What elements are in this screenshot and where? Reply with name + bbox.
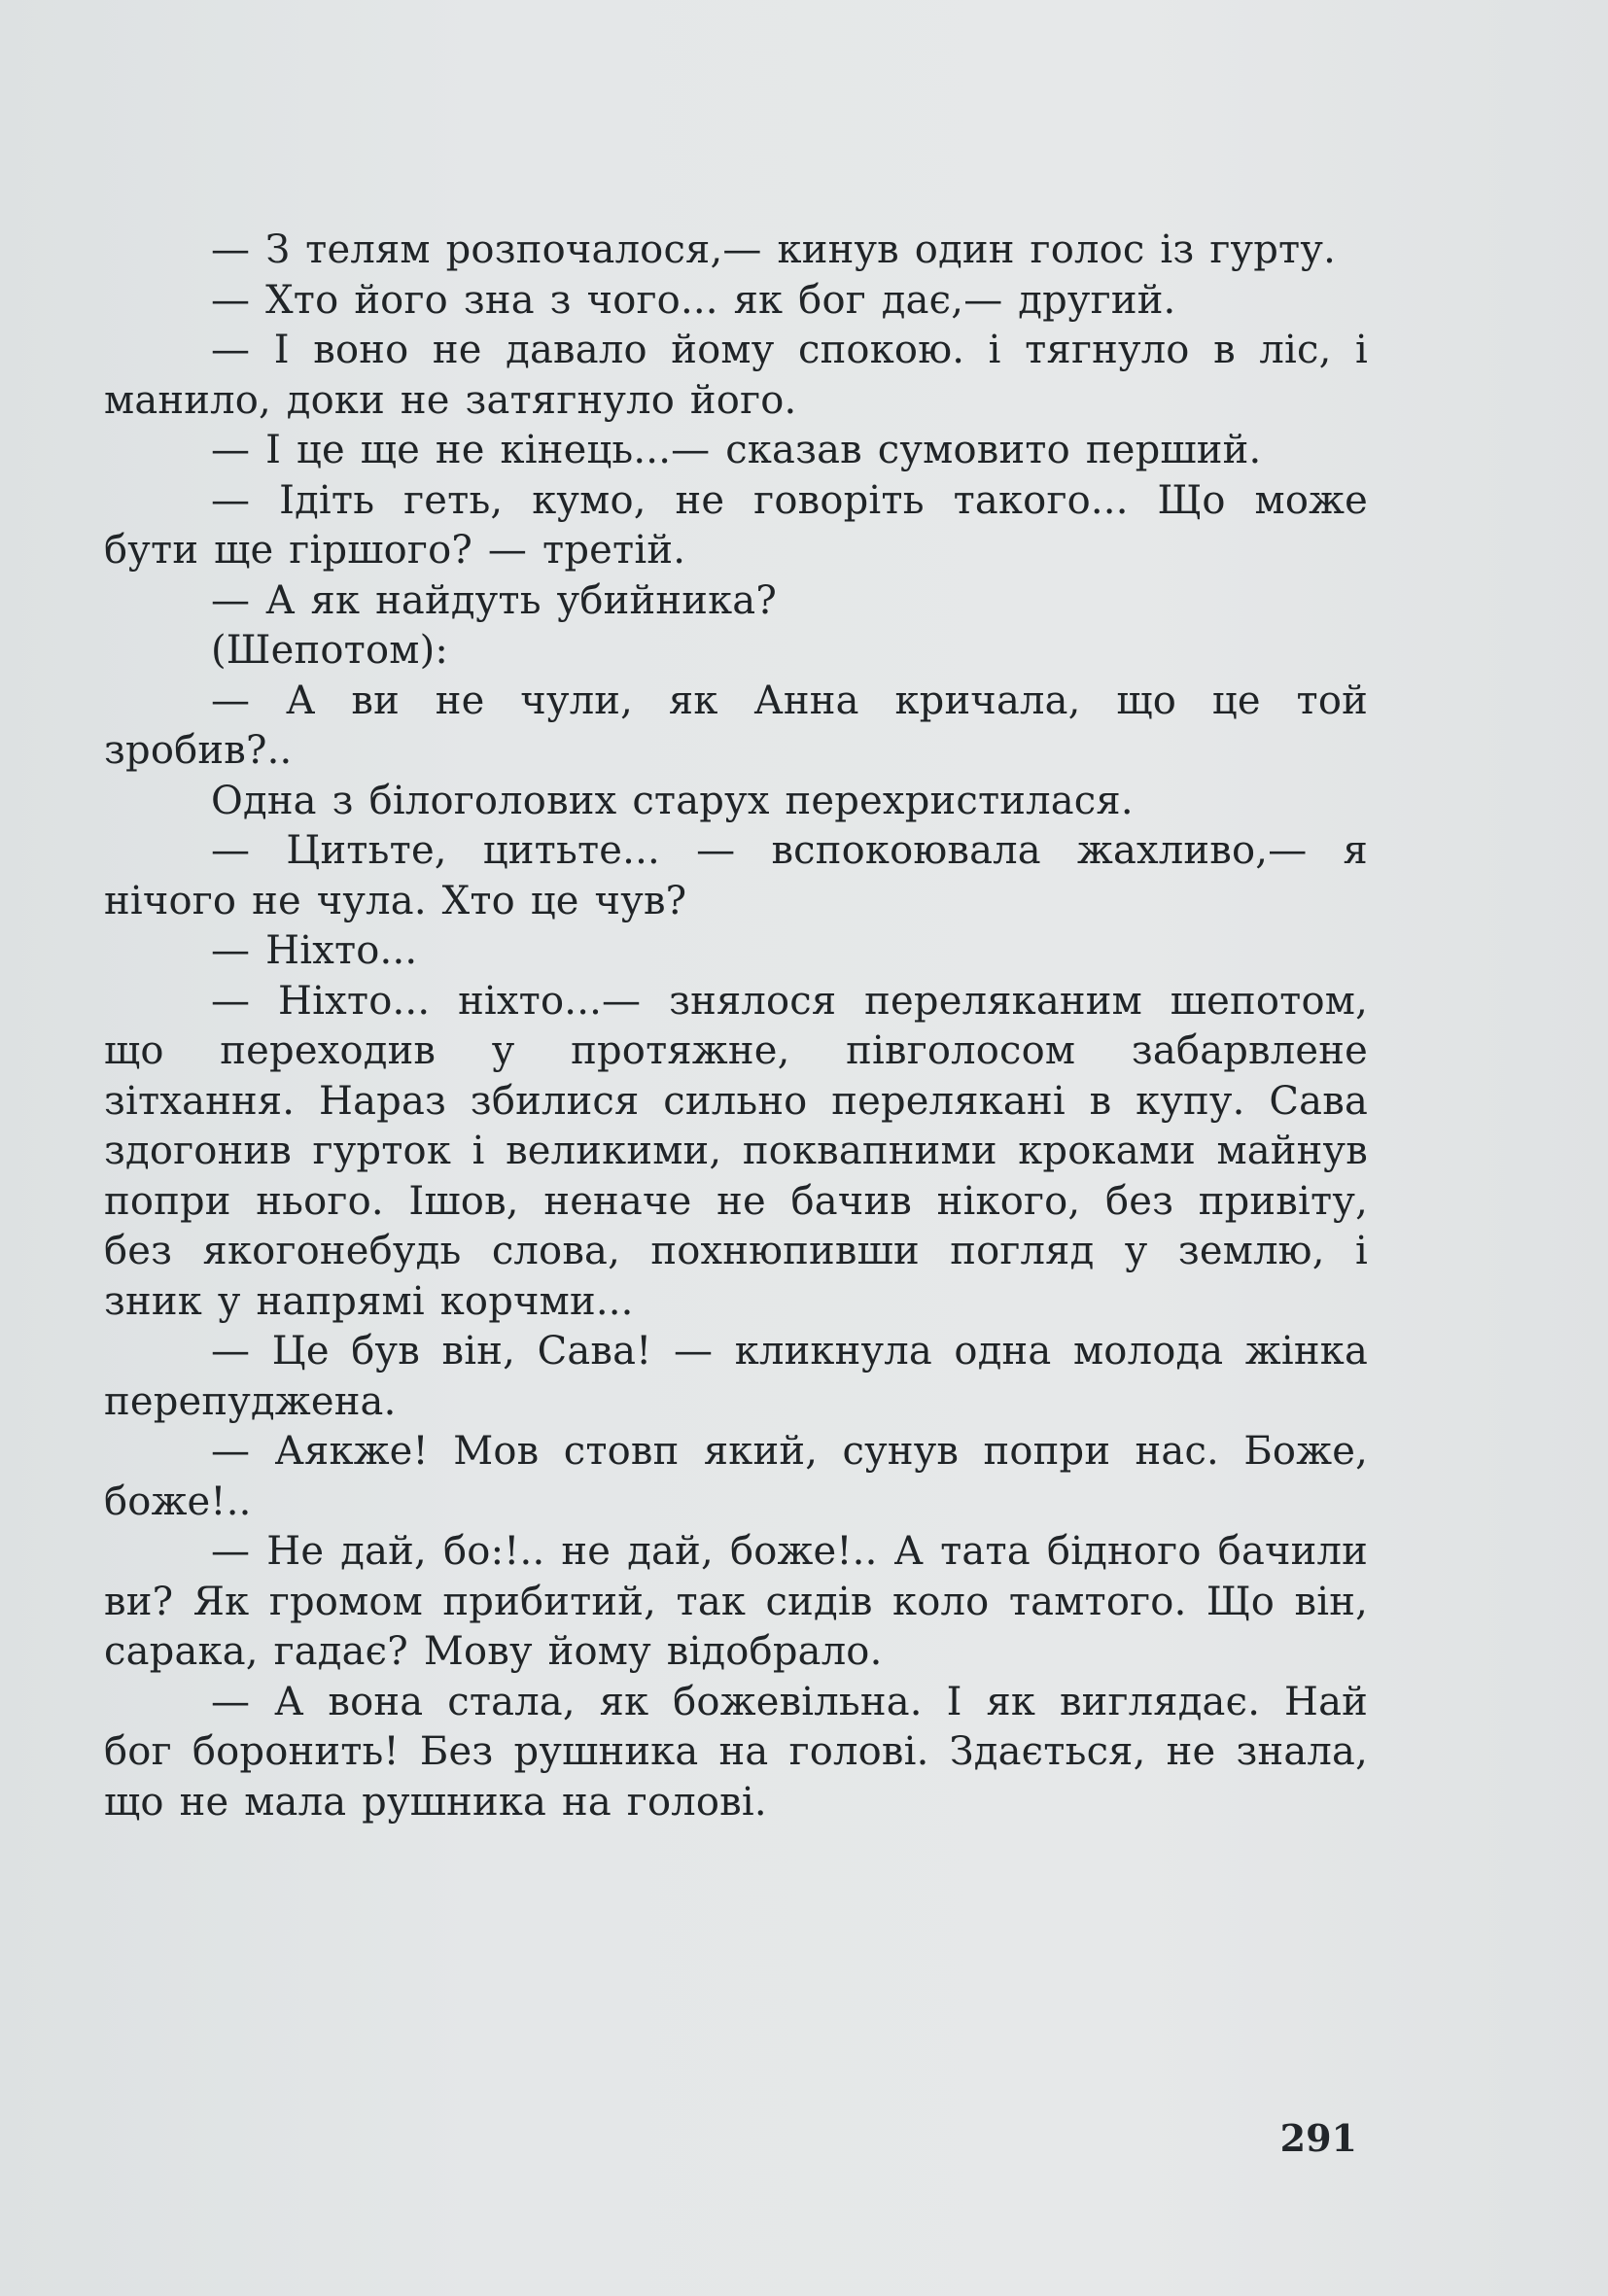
paragraph-16: — А вона стала, як божевільна. І як виглядає. Най бог боронить! Без рушника на голові. Здається, не знала, що не мала рушника на голові.: [104, 1679, 1368, 1825]
paragraph-12: — Ніхто... ніхто...— знялося переляканим шепотом, що переходив у протяжне, півголосом забарвлене зітхання. Нараз збилися сильно перелякані в купу. Сава здогонив гурток і великими, поквапними кроками майнув попри нього. Ішов, неначе не бачив нікого, без привіту, без якогонебудь слова, похнюпивши погляд у землю, і зник у напрямі корчми...: [104, 978, 1368, 1324]
paragraph-5: — Ідіть геть, кумо, не говоріть такого... Що може бути ще гіршого? — третій.: [104, 477, 1368, 573]
paragraph-7: (Шепотом):: [211, 628, 449, 673]
body-text: [104, 226, 1368, 1827]
page-number: 291: [1279, 2116, 1357, 2160]
paragraph-14: — Аякже! Мов стовп який, сунув попри нас. Боже, боже!..: [104, 1429, 1368, 1524]
paragraph-4: — І це ще не кінець...— сказав сумовито перший.: [211, 428, 1262, 472]
paragraph-15: — Не дай, бо:!.. не дай, боже!.. А тата бідного бачили ви? Як громом прибитий, так сидів коло тамтого. Що він, сарака, гадає? Мову йому відобрало.: [104, 1529, 1368, 1674]
paragraph-9: Одна з білоголових старух перехристилася.: [211, 778, 1134, 823]
paragraph-10: — Цитьте, цитьте... — вспокоювала жахливо,— я нічого не чула. Хто це чув?: [104, 828, 1368, 923]
paragraph-8: — А ви не чули, як Анна кричала, що це той зробив?..: [104, 678, 1368, 773]
paragraph-11: — Ніхто...: [211, 928, 418, 973]
paragraph-13: — Це був він, Сава! — кликнула одна молода жінка перепуджена.: [104, 1329, 1368, 1424]
paragraph-2: — Хто його зна з чого... як бог дає,— другий.: [211, 277, 1176, 323]
paragraph-3: — І воно не давало йому спокою. і тягнуло в ліс, і манило, доки не затягнуло його.: [104, 328, 1368, 423]
paragraph-6: — А як найдуть убийника?: [211, 577, 777, 623]
paragraph-1: — З телям розпочалося,— кинув один голос із гурту.: [211, 227, 1337, 272]
